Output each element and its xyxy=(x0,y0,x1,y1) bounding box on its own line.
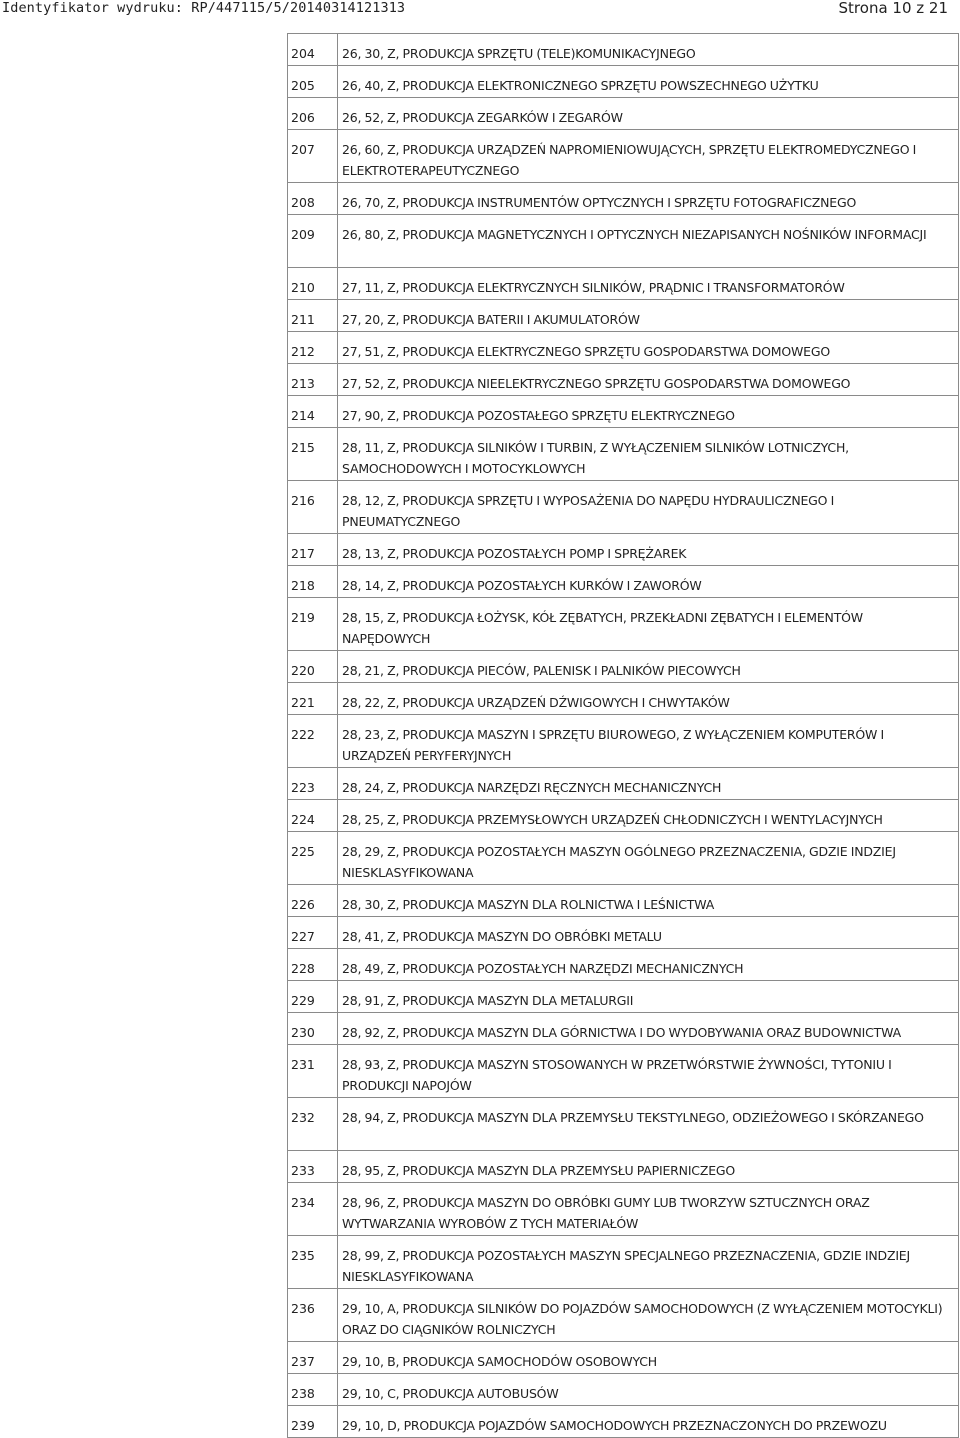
table-row xyxy=(288,34,959,66)
activity-description: 28, 21, Z, PRODUKCJA PIECÓW, PALENISK I PALNIKÓW PIECOWYCH xyxy=(338,651,959,683)
row-number: 216 xyxy=(288,481,338,534)
row-number: 215 xyxy=(288,428,338,481)
row-number: 229 xyxy=(288,981,338,1013)
activity-description: 28, 91, Z, PRODUKCJA MASZYN DLA METALURGII xyxy=(338,981,959,1013)
table-row xyxy=(288,300,959,332)
activity-description: 26, 60, Z, PRODUKCJA URZĄDZEŃ NAPROMIENIOWUJĄCYCH, SPRZĘTU ELEKTROMEDYCZNEGO I ELEKTROTERAPEUTYCZNEGO xyxy=(338,130,959,183)
activity-description: 29, 10, A, PRODUKCJA SILNIKÓW DO POJAZDÓW SAMOCHODOWYCH (Z WYŁĄCZENIEM MOTOCYKLI) ORAZ DO CIĄGNIKÓW ROLNICZYCH xyxy=(338,1289,959,1342)
table-row xyxy=(288,566,959,598)
activity-description: 29, 10, D, PRODUKCJA POJAZDÓW SAMOCHODOWYCH PRZEZNACZONYCH DO PRZEWOZU xyxy=(338,1406,959,1438)
activity-description: 28, 15, Z, PRODUKCJA ŁOŻYSK, KÓŁ ZĘBATYCH, PRZEKŁADNI ZĘBATYCH I ELEMENTÓW NAPĘDOWYCH xyxy=(338,598,959,651)
table-row xyxy=(288,534,959,566)
table-row xyxy=(288,949,959,981)
table-row xyxy=(288,1406,959,1438)
row-number: 221 xyxy=(288,683,338,715)
row-number: 226 xyxy=(288,885,338,917)
row-number: 213 xyxy=(288,364,338,396)
row-number: 214 xyxy=(288,396,338,428)
pkd-codes-table xyxy=(287,33,959,1438)
table-row xyxy=(288,364,959,396)
table-row xyxy=(288,1013,959,1045)
row-number: 220 xyxy=(288,651,338,683)
activity-description: 28, 94, Z, PRODUKCJA MASZYN DLA PRZEMYSŁU TEKSTYLNEGO, ODZIEŻOWEGO I SKÓRZANEGO xyxy=(338,1098,959,1151)
page-header xyxy=(0,0,960,22)
row-number: 239 xyxy=(288,1406,338,1438)
row-number: 209 xyxy=(288,215,338,268)
table-row xyxy=(288,332,959,364)
row-number: 225 xyxy=(288,832,338,885)
pkd-codes-table-body xyxy=(288,34,959,1438)
row-number: 211 xyxy=(288,300,338,332)
activity-description: 28, 24, Z, PRODUKCJA NARZĘDZI RĘCZNYCH MECHANICZNYCH xyxy=(338,768,959,800)
table-row xyxy=(288,1342,959,1374)
activity-description: 28, 30, Z, PRODUKCJA MASZYN DLA ROLNICTWA I LEŚNICTWA xyxy=(338,885,959,917)
table-row xyxy=(288,1236,959,1289)
activity-description: 28, 92, Z, PRODUKCJA MASZYN DLA GÓRNICTWA I DO WYDOBYWANIA ORAZ BUDOWNICTWA xyxy=(338,1013,959,1045)
row-number: 212 xyxy=(288,332,338,364)
row-number: 238 xyxy=(288,1374,338,1406)
pkd-table-container xyxy=(287,33,959,1433)
row-number: 219 xyxy=(288,598,338,651)
row-number: 237 xyxy=(288,1342,338,1374)
row-number: 232 xyxy=(288,1098,338,1151)
activity-description: 28, 41, Z, PRODUKCJA MASZYN DO OBRÓBKI METALU xyxy=(338,917,959,949)
row-number: 204 xyxy=(288,34,338,66)
table-row xyxy=(288,428,959,481)
activity-description: 26, 70, Z, PRODUKCJA INSTRUMENTÓW OPTYCZNYCH I SPRZĘTU FOTOGRAFICZNEGO xyxy=(338,183,959,215)
row-number: 228 xyxy=(288,949,338,981)
row-number: 223 xyxy=(288,768,338,800)
row-number: 218 xyxy=(288,566,338,598)
activity-description: 26, 40, Z, PRODUKCJA ELEKTRONICZNEGO SPRZĘTU POWSZECHNEGO UŻYTKU xyxy=(338,66,959,98)
activity-description: 29, 10, C, PRODUKCJA AUTOBUSÓW xyxy=(338,1374,959,1406)
table-row xyxy=(288,1045,959,1098)
table-row xyxy=(288,1151,959,1183)
table-row xyxy=(288,917,959,949)
activity-description: 28, 14, Z, PRODUKCJA POZOSTAŁYCH KURKÓW I ZAWORÓW xyxy=(338,566,959,598)
table-row xyxy=(288,396,959,428)
table-row xyxy=(288,98,959,130)
row-number: 206 xyxy=(288,98,338,130)
page-number: Strona 10 z 21 xyxy=(838,0,948,17)
table-row xyxy=(288,683,959,715)
activity-description: 28, 12, Z, PRODUKCJA SPRZĘTU I WYPOSAŻENIA DO NAPĘDU HYDRAULICZNEGO I PNEUMATYCZNEGO xyxy=(338,481,959,534)
row-number: 208 xyxy=(288,183,338,215)
table-row xyxy=(288,832,959,885)
row-number: 222 xyxy=(288,715,338,768)
table-row xyxy=(288,598,959,651)
activity-description: 28, 29, Z, PRODUKCJA POZOSTAŁYCH MASZYN OGÓLNEGO PRZEZNACZENIA, GDZIE INDZIEJ NIESKLASYFIKOWANA xyxy=(338,832,959,885)
activity-description: 26, 52, Z, PRODUKCJA ZEGARKÓW I ZEGARÓW xyxy=(338,98,959,130)
row-number: 235 xyxy=(288,1236,338,1289)
table-row xyxy=(288,268,959,300)
activity-description: 27, 11, Z, PRODUKCJA ELEKTRYCZNYCH SILNIKÓW, PRĄDNIC I TRANSFORMATORÓW xyxy=(338,268,959,300)
table-row xyxy=(288,66,959,98)
row-number: 207 xyxy=(288,130,338,183)
activity-description: 29, 10, B, PRODUKCJA SAMOCHODÓW OSOBOWYCH xyxy=(338,1342,959,1374)
activity-description: 27, 51, Z, PRODUKCJA ELEKTRYCZNEGO SPRZĘTU GOSPODARSTWA DOMOWEGO xyxy=(338,332,959,364)
table-row xyxy=(288,1098,959,1151)
table-row xyxy=(288,130,959,183)
activity-description: 26, 80, Z, PRODUKCJA MAGNETYCZNYCH I OPTYCZNYCH NIEZAPISANYCH NOŚNIKÓW INFORMACJI xyxy=(338,215,959,268)
activity-description: 28, 11, Z, PRODUKCJA SILNIKÓW I TURBIN, Z WYŁĄCZENIEM SILNIKÓW LOTNICZYCH, SAMOCHODOWYCH I MOTOCYKLOWYCH xyxy=(338,428,959,481)
table-row xyxy=(288,981,959,1013)
activity-description: 27, 90, Z, PRODUKCJA POZOSTAŁEGO SPRZĘTU ELEKTRYCZNEGO xyxy=(338,396,959,428)
table-row xyxy=(288,800,959,832)
table-row xyxy=(288,768,959,800)
row-number: 227 xyxy=(288,917,338,949)
table-row xyxy=(288,481,959,534)
row-number: 230 xyxy=(288,1013,338,1045)
row-number: 233 xyxy=(288,1151,338,1183)
activity-description: 28, 95, Z, PRODUKCJA MASZYN DLA PRZEMYSŁU PAPIERNICZEGO xyxy=(338,1151,959,1183)
row-number: 234 xyxy=(288,1183,338,1236)
table-row xyxy=(288,885,959,917)
activity-description: 28, 25, Z, PRODUKCJA PRZEMYSŁOWYCH URZĄDZEŃ CHŁODNICZYCH I WENTYLACYJNYCH xyxy=(338,800,959,832)
activity-description: 28, 23, Z, PRODUKCJA MASZYN I SPRZĘTU BIUROWEGO, Z WYŁĄCZENIEM KOMPUTERÓW I URZĄDZEŃ PERYFERYJNYCH xyxy=(338,715,959,768)
row-number: 205 xyxy=(288,66,338,98)
activity-description: 28, 49, Z, PRODUKCJA POZOSTAŁYCH NARZĘDZI MECHANICZNYCH xyxy=(338,949,959,981)
table-row xyxy=(288,715,959,768)
activity-description: 27, 52, Z, PRODUKCJA NIEELEKTRYCZNEGO SPRZĘTU GOSPODARSTWA DOMOWEGO xyxy=(338,364,959,396)
activity-description: 28, 22, Z, PRODUKCJA URZĄDZEŃ DŹWIGOWYCH I CHWYTAKÓW xyxy=(338,683,959,715)
table-row xyxy=(288,1183,959,1236)
activity-description: 28, 99, Z, PRODUKCJA POZOSTAŁYCH MASZYN SPECJALNEGO PRZEZNACZENIA, GDZIE INDZIEJ NIESKLASYFIKOWANA xyxy=(338,1236,959,1289)
row-number: 224 xyxy=(288,800,338,832)
table-row xyxy=(288,1374,959,1406)
print-identifier: Identyfikator wydruku: RP/447115/5/20140314121313 xyxy=(2,0,406,16)
activity-description: 28, 13, Z, PRODUKCJA POZOSTAŁYCH POMP I SPRĘŻAREK xyxy=(338,534,959,566)
activity-description: 28, 93, Z, PRODUKCJA MASZYN STOSOWANYCH W PRZETWÓRSTWIE ŻYWNOŚCI, TYTONIU I PRODUKCJI NAPOJÓW xyxy=(338,1045,959,1098)
row-number: 217 xyxy=(288,534,338,566)
activity-description: 26, 30, Z, PRODUKCJA SPRZĘTU (TELE)KOMUNIKACYJNEGO xyxy=(338,34,959,66)
activity-description: 28, 96, Z, PRODUKCJA MASZYN DO OBRÓBKI GUMY LUB TWORZYW SZTUCZNYCH ORAZ WYTWARZANIA WYROBÓW Z TYCH MATERIAŁÓW xyxy=(338,1183,959,1236)
table-row xyxy=(288,215,959,268)
table-row xyxy=(288,1289,959,1342)
row-number: 210 xyxy=(288,268,338,300)
row-number: 236 xyxy=(288,1289,338,1342)
table-row xyxy=(288,651,959,683)
row-number: 231 xyxy=(288,1045,338,1098)
activity-description: 27, 20, Z, PRODUKCJA BATERII I AKUMULATORÓW xyxy=(338,300,959,332)
table-row xyxy=(288,183,959,215)
